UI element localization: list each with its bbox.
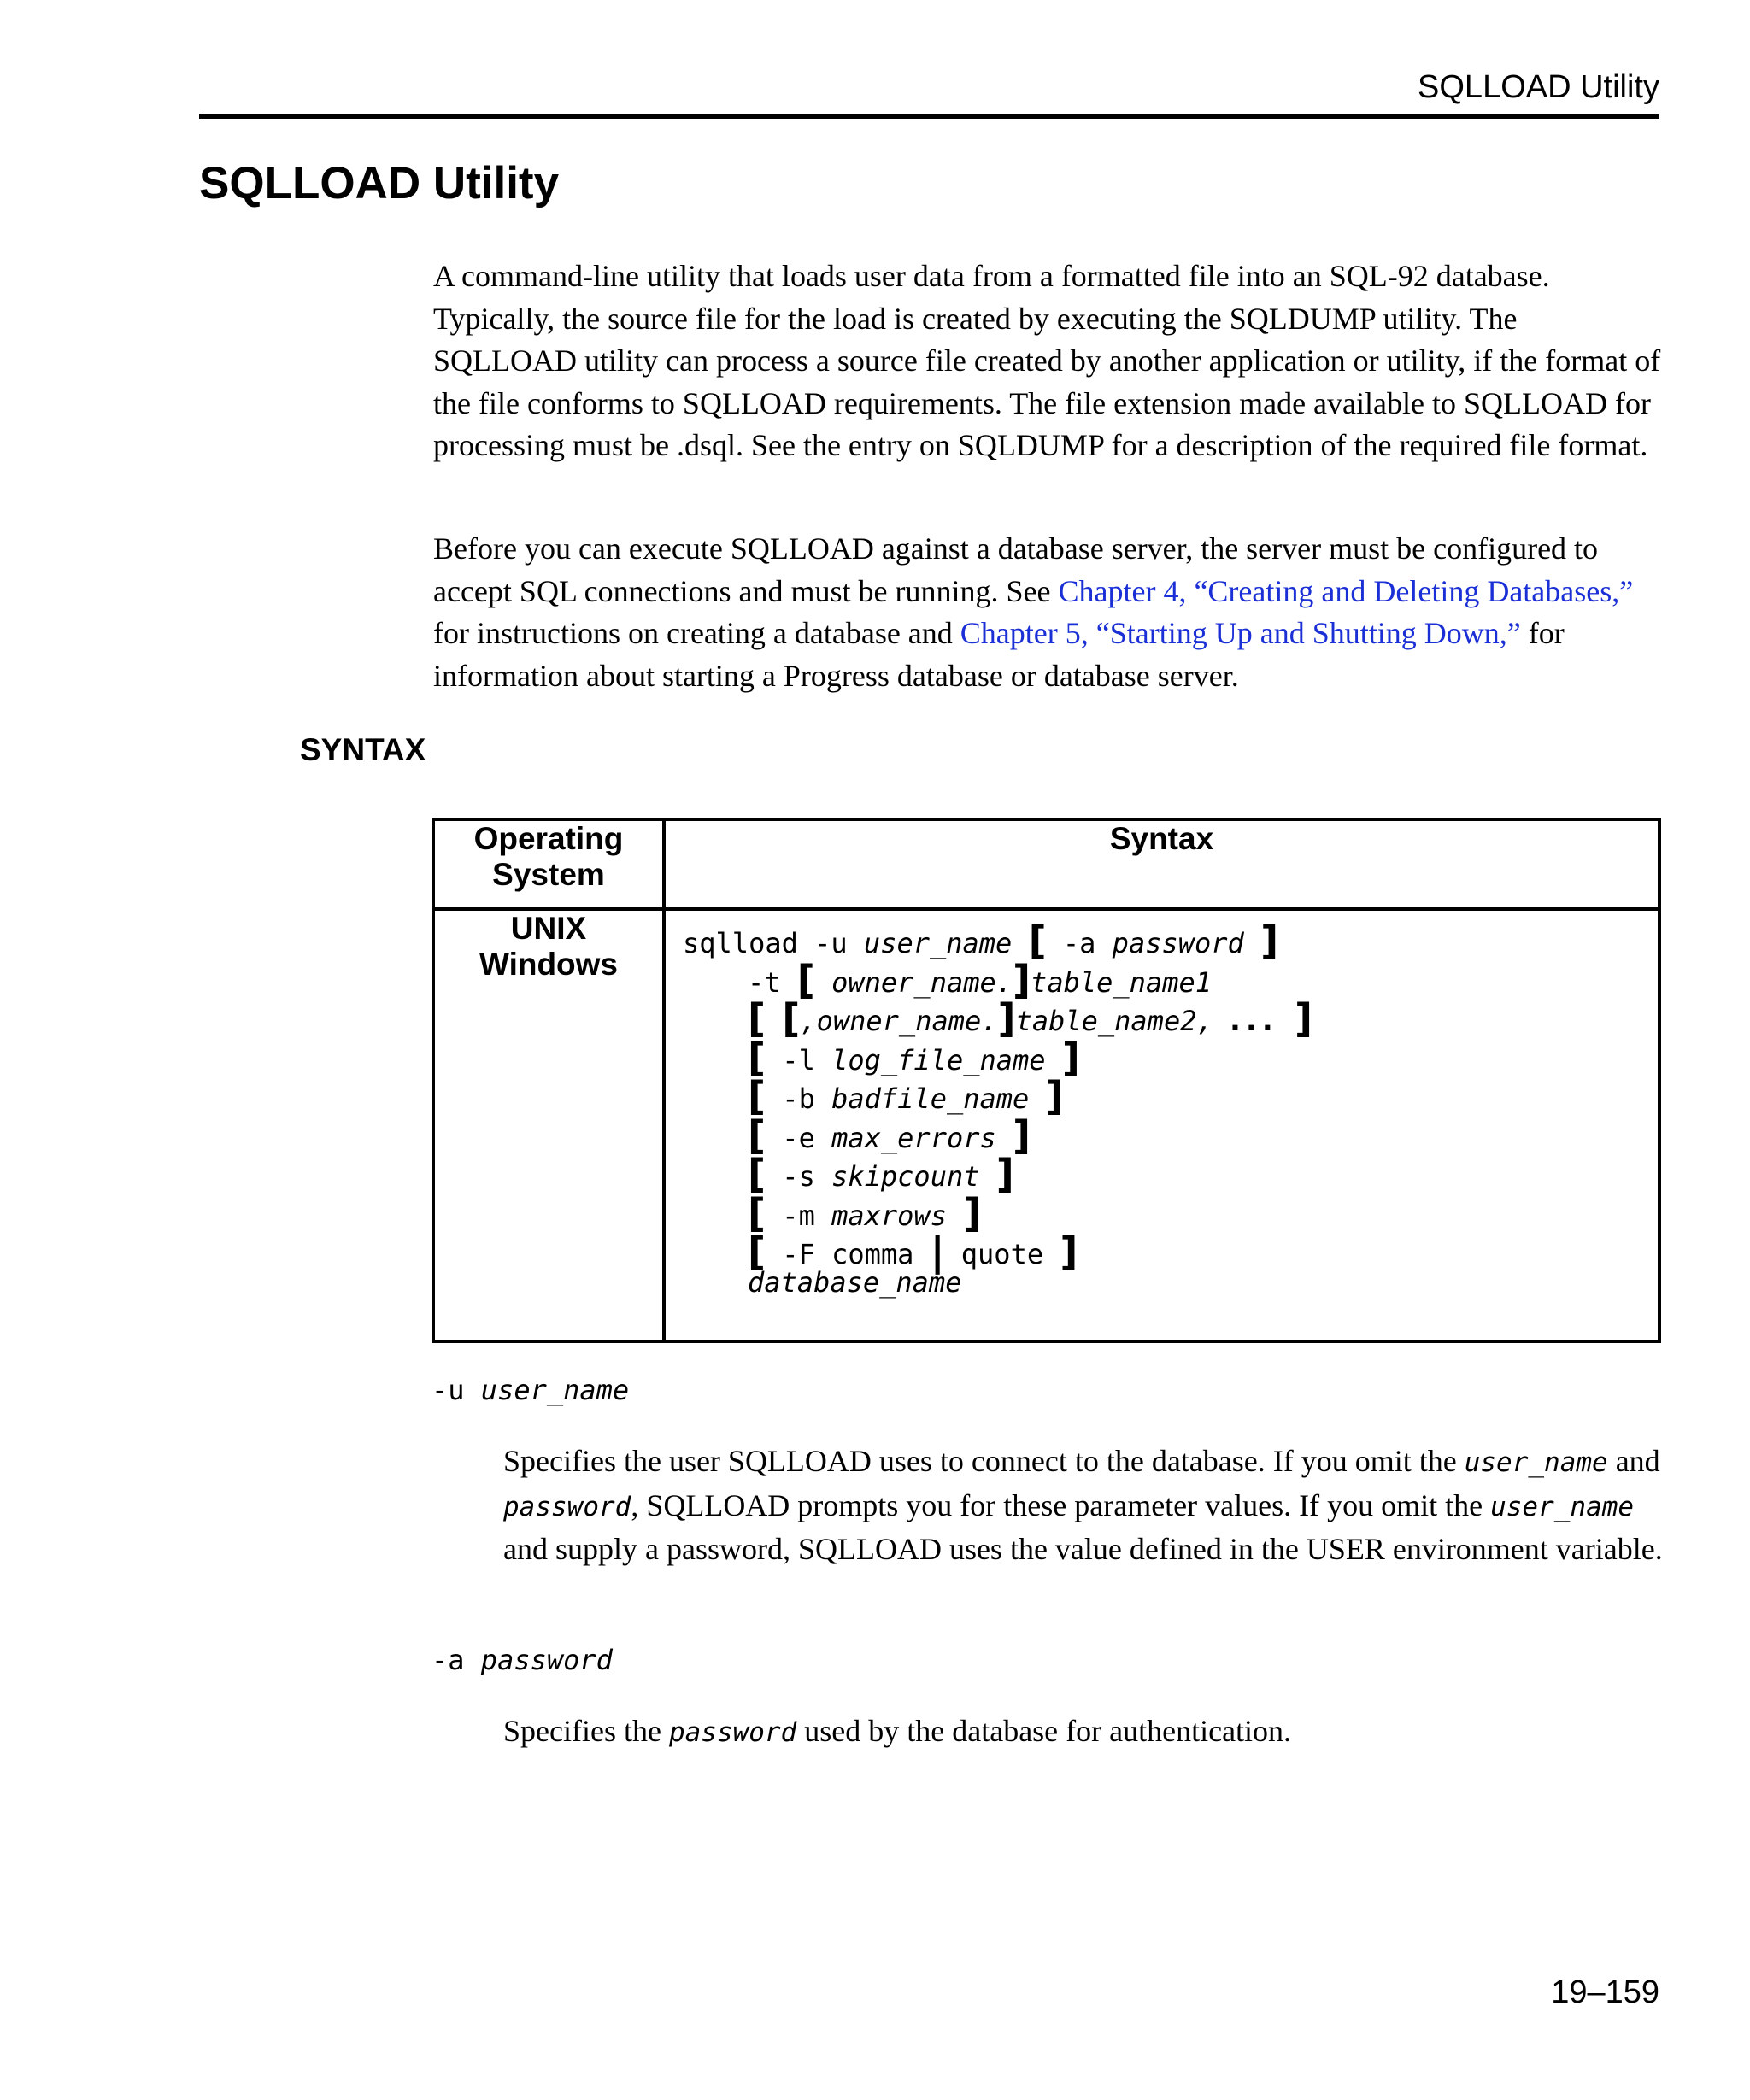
tok-t: -t bbox=[748, 965, 781, 999]
page-title: SQLLOAD Utility bbox=[199, 158, 560, 208]
rbracket: ] bbox=[1045, 1073, 1064, 1119]
tok-comma: comma bbox=[831, 1238, 914, 1270]
syntax-line-7 bbox=[683, 1151, 1658, 1197]
tok-m: -m bbox=[782, 1199, 815, 1232]
tok-cmd: sqlload bbox=[683, 927, 798, 959]
rbracket: ] bbox=[997, 995, 1016, 1041]
tok-user-name: user_name bbox=[863, 927, 1013, 959]
syntax-line-3 bbox=[683, 995, 1658, 1041]
chapter-4-link[interactable]: Chapter 4, “Creating and Deleting Databases,” bbox=[1058, 573, 1634, 608]
intro-paragraph-2 bbox=[433, 528, 1664, 697]
tok-e: -e bbox=[782, 1121, 815, 1154]
tok-owner-name: owner_name. bbox=[831, 965, 1013, 999]
page-number: 19–159 bbox=[1551, 1974, 1659, 2010]
tok-max-errors: max_errors bbox=[831, 1121, 996, 1154]
tok-quote: quote bbox=[960, 1238, 1044, 1270]
tok-table-name2: table_name2, bbox=[1015, 1005, 1213, 1037]
tok-u: -u bbox=[814, 927, 848, 959]
desc-code: user_name bbox=[1490, 1491, 1635, 1522]
running-header-title: SQLLOAD Utility bbox=[1418, 69, 1659, 105]
pipe: | bbox=[930, 1229, 945, 1275]
rbracket: ] bbox=[995, 1151, 1014, 1197]
syntax-line-1 bbox=[683, 918, 1658, 964]
tok-ellipsis: ... bbox=[1230, 1004, 1278, 1038]
os-windows: Windows bbox=[479, 947, 619, 982]
desc-text: Specifies the bbox=[503, 1714, 669, 1748]
desc-text: , SQLLOAD prompts you for these parameter values. If you omit the bbox=[631, 1487, 1491, 1522]
rbracket: ] bbox=[1013, 1112, 1031, 1159]
lbracket: [ bbox=[782, 995, 801, 1041]
header-syntax: Syntax bbox=[664, 819, 1659, 909]
rbracket: ] bbox=[963, 1189, 982, 1236]
rbracket: ] bbox=[1013, 956, 1031, 1003]
desc-text: and bbox=[1607, 1444, 1660, 1478]
param-desc-user bbox=[503, 1440, 1665, 1571]
param-flag: -u bbox=[432, 1374, 465, 1406]
tok-password: password bbox=[1112, 927, 1244, 959]
desc-text: used by the database for authentication. bbox=[796, 1714, 1292, 1748]
rbracket: ] bbox=[1260, 918, 1279, 964]
lbracket: [ bbox=[748, 1189, 766, 1236]
intro-p2-text-c: for information about starting a Progress database or database server. bbox=[433, 616, 1565, 693]
desc-text: Specifies the user SQLLOAD uses to connect to the database. If you omit the bbox=[503, 1444, 1465, 1478]
lbracket: [ bbox=[796, 956, 815, 1003]
tok-a: -a bbox=[1062, 927, 1096, 959]
header-operating-system bbox=[433, 819, 664, 909]
param-desc-password bbox=[503, 1710, 1665, 1755]
tok-table-name1: table_name1 bbox=[1031, 965, 1212, 999]
lbracket: [ bbox=[748, 1112, 766, 1159]
rbracket: ] bbox=[1061, 1034, 1080, 1081]
tok-F: -F bbox=[782, 1238, 815, 1270]
param-term-user bbox=[432, 1373, 629, 1407]
lbracket: [ bbox=[748, 995, 766, 1041]
tok-b: -b bbox=[782, 1082, 815, 1115]
syntax-line-2 bbox=[683, 956, 1658, 1003]
param-flag: -a bbox=[432, 1644, 465, 1676]
intro-p2-text-b: for instructions on creating a database and bbox=[433, 616, 960, 650]
syntax-cell bbox=[664, 909, 1659, 1341]
desc-code: user_name bbox=[1464, 1447, 1608, 1478]
header-os-line-2: System bbox=[492, 857, 605, 892]
tok-l: -l bbox=[782, 1043, 815, 1076]
lbracket: [ bbox=[1028, 918, 1047, 964]
syntax-heading: SYNTAX bbox=[300, 732, 426, 767]
desc-code: password bbox=[503, 1491, 631, 1522]
os-cell bbox=[433, 909, 664, 1341]
tok-database-name: database_name bbox=[748, 1265, 962, 1299]
syntax-code-block bbox=[666, 911, 1658, 1297]
syntax-line-6 bbox=[683, 1112, 1658, 1159]
syntax-table bbox=[432, 818, 1661, 1343]
tok-comma-owner-name: ,owner_name. bbox=[800, 1005, 998, 1037]
header-os-line-1: Operating bbox=[473, 821, 624, 856]
lbracket: [ bbox=[748, 1034, 766, 1081]
rbracket: ] bbox=[1060, 1229, 1078, 1275]
chapter-5-link[interactable]: Chapter 5, “Starting Up and Shutting Down,” bbox=[960, 616, 1521, 650]
tok-maxrows: maxrows bbox=[831, 1199, 947, 1232]
syntax-line-8 bbox=[683, 1189, 1658, 1236]
param-arg: user_name bbox=[480, 1374, 630, 1406]
intro-paragraph-1: A command-line utility that loads user data from a formatted file into an SQL-92 database. Typically, the source file for the load is created by executing the SQLDUMP utility. The SQLLOAD utility can process a source file created by another application or utility, if the format of the file conforms to SQLLOAD requirements. The file extension made available to SQLLOAD for processing must be .dsql. See the entry on SQLDUMP for a description of the required file format. bbox=[433, 259, 1661, 462]
tok-skipcount: skipcount bbox=[831, 1160, 980, 1193]
syntax-line-10 bbox=[683, 1265, 1658, 1299]
syntax-line-5 bbox=[683, 1073, 1658, 1119]
tok-s: -s bbox=[782, 1160, 815, 1193]
tok-badfile-name: badfile_name bbox=[831, 1082, 1030, 1115]
lbracket: [ bbox=[748, 1073, 766, 1119]
running-header bbox=[199, 67, 1659, 119]
param-arg: password bbox=[480, 1644, 613, 1676]
param-term-password bbox=[432, 1643, 613, 1677]
desc-text: and supply a password, SQLLOAD uses the value defined in the USER environment variable. bbox=[503, 1532, 1663, 1566]
desc-code: password bbox=[668, 1717, 797, 1748]
syntax-table-header-row bbox=[433, 819, 1659, 909]
syntax-line-4 bbox=[683, 1034, 1658, 1081]
tok-log-file-name: log_file_name bbox=[831, 1043, 1046, 1076]
os-unix: UNIX bbox=[510, 911, 587, 946]
intro-p2-text-a: Before you can execute SQLLOAD against a database server, the server must be configured to accept SQL connections and must be running. See bbox=[433, 531, 1599, 608]
syntax-table-row bbox=[433, 909, 1659, 1341]
lbracket: [ bbox=[748, 1151, 766, 1197]
lbracket: [ bbox=[748, 1229, 766, 1275]
rbracket: ] bbox=[1295, 995, 1313, 1041]
